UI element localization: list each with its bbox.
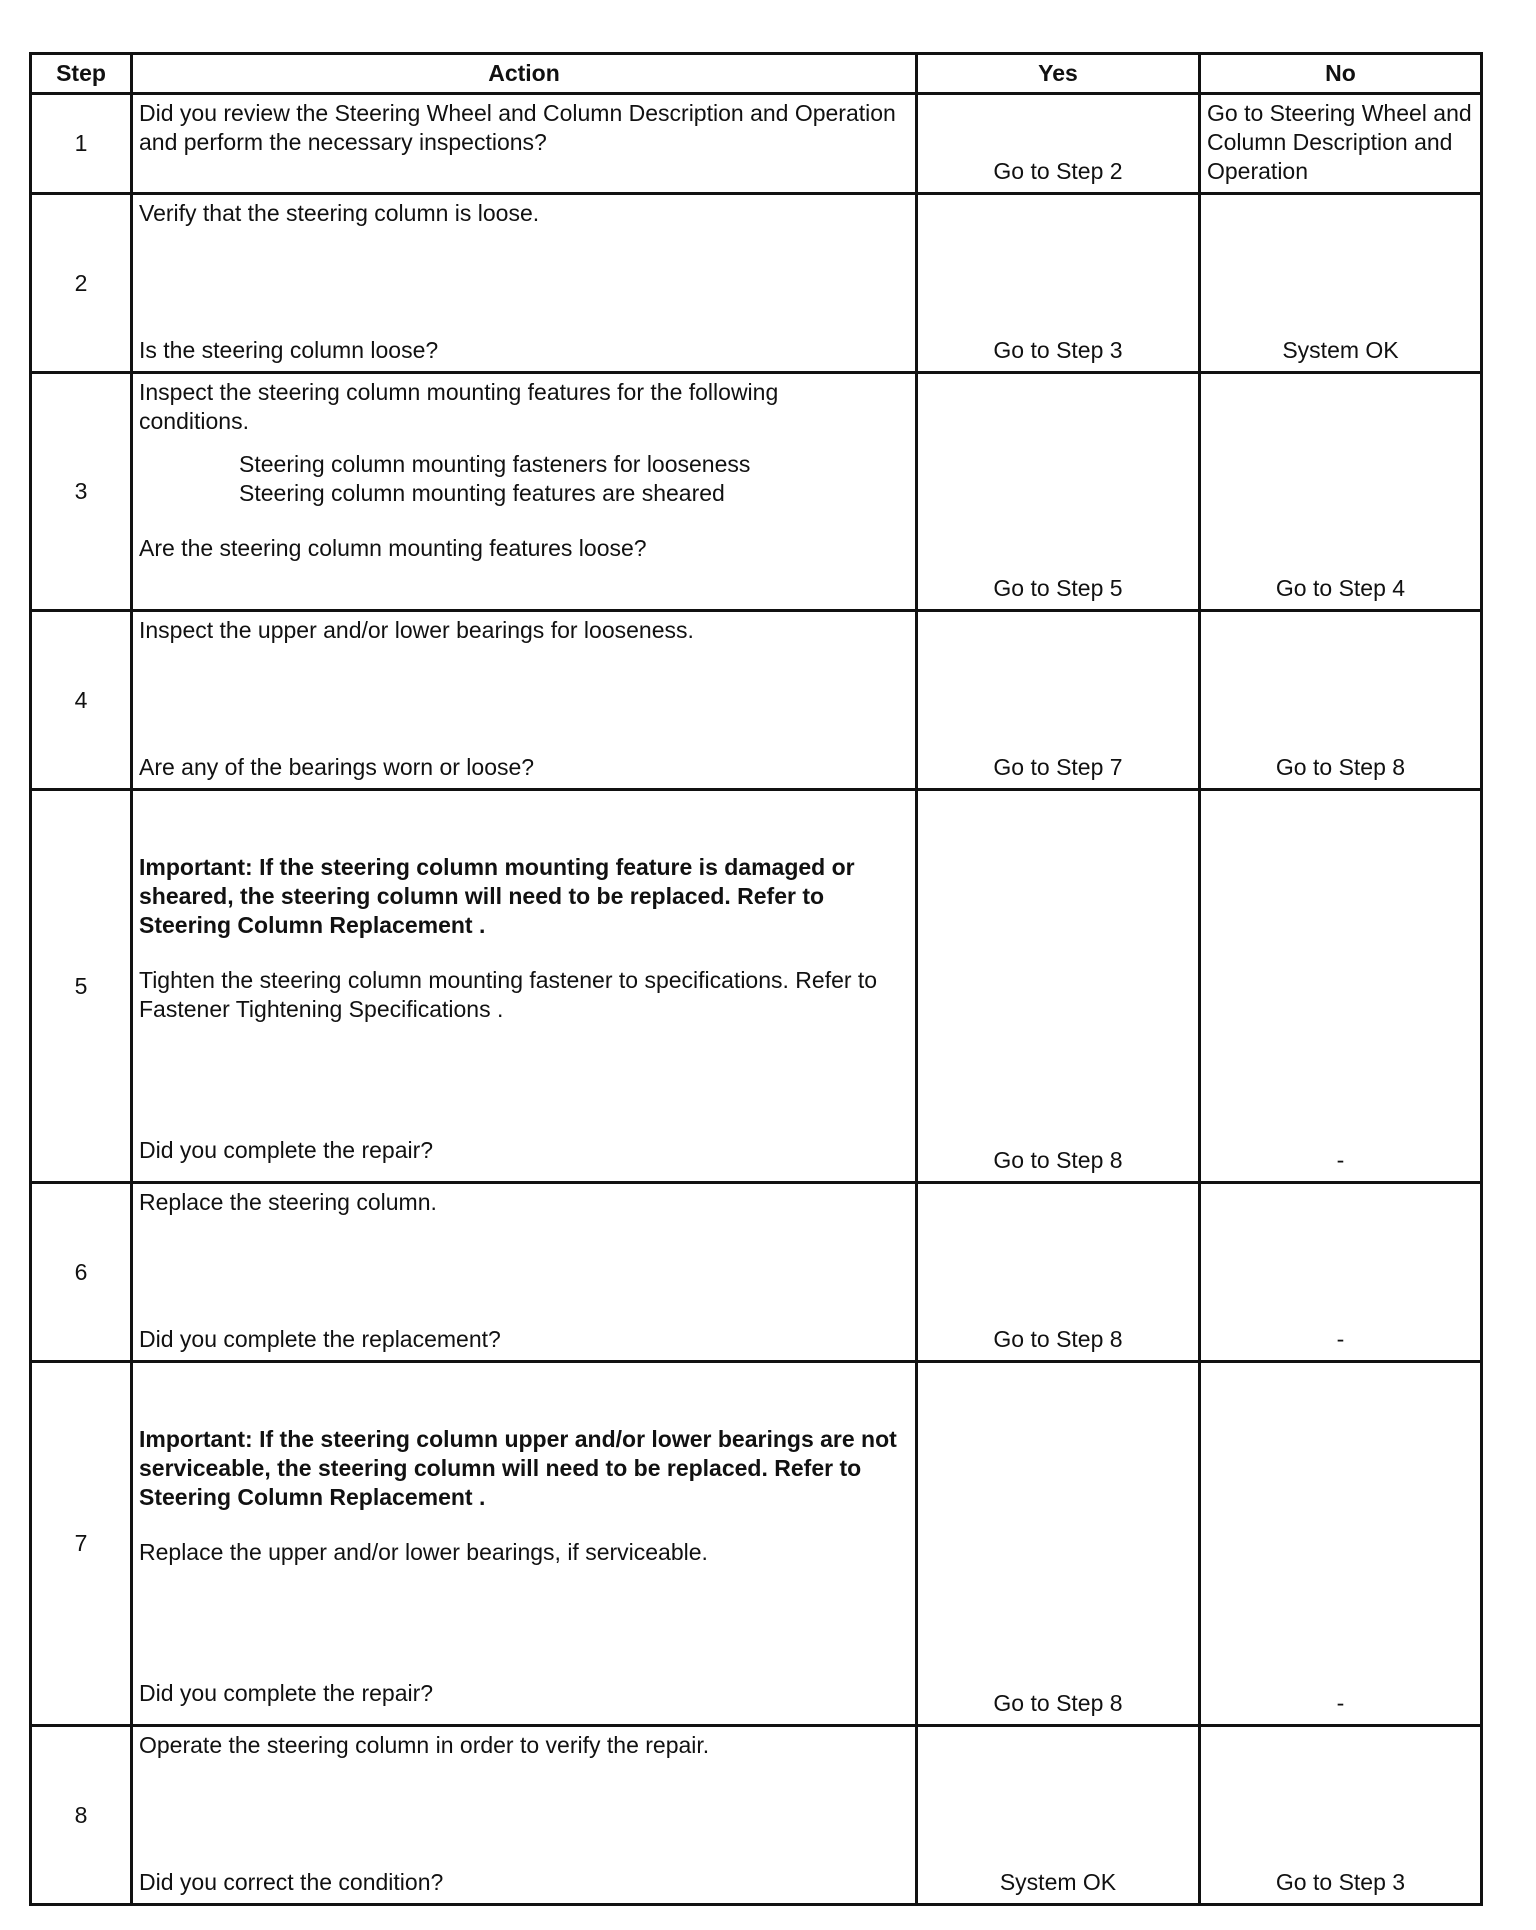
table-row [31, 194, 1482, 373]
no-cell: - [1200, 1362, 1482, 1726]
important-note: Important: If the steering column mounting feature is damaged or sheared, the steering column will need to be replaced. Refer to Steering Column Replacement . [139, 854, 855, 938]
yes-cell: Go to Step 5 [917, 373, 1200, 611]
condition-item: Steering column mounting fasteners for looseness [239, 451, 751, 477]
header-no: No [1200, 54, 1482, 94]
action-text: Inspect the upper and/or lower bearings for looseness. [139, 617, 694, 643]
condition-item: Steering column mounting features are sheared [239, 480, 725, 506]
yes-cell: Go to Step 7 [917, 611, 1200, 790]
table-row [31, 373, 1482, 611]
action-text: Tighten the steering column mounting fastener to specifications. Refer to Fastener Tightening Specifications . [139, 967, 878, 1022]
no-cell: Go to Step 4 [1200, 373, 1482, 611]
table-row [31, 1362, 1482, 1726]
header-yes: Yes [917, 54, 1200, 94]
yes-cell: Go to Step 3 [917, 194, 1200, 373]
question-text: Are the steering column mounting features loose? [139, 535, 647, 561]
action-cell [132, 611, 917, 790]
no-cell: - [1200, 790, 1482, 1183]
no-cell: Go to Step 3 [1200, 1726, 1482, 1905]
question-text: Is the steering column loose? [139, 337, 439, 363]
header-action: Action [132, 54, 917, 94]
question-text: Did you complete the repair? [139, 1680, 434, 1706]
question-text: Did you complete the replacement? [139, 1326, 501, 1352]
table-row [31, 611, 1482, 790]
important-note: Important: If the steering column upper and/or lower bearings are not serviceable, the steering column will need to be replaced. Refer to Steering Column Replacement . [139, 1426, 897, 1510]
table-row [31, 1726, 1482, 1905]
step-number: 3 [31, 373, 132, 611]
question-text: Are any of the bearings worn or loose? [139, 754, 535, 780]
question-text: Did you complete the repair? [139, 1137, 434, 1163]
action-text: Verify that the steering column is loose. [139, 200, 540, 226]
action-text: Did you review the Steering Wheel and Column Description and Operation and perform the necessary inspections? [139, 100, 896, 155]
yes-cell: Go to Step 8 [917, 1362, 1200, 1726]
diagnostic-table [29, 52, 1483, 1906]
action-text: Replace the steering column. [139, 1189, 437, 1215]
no-cell: Go to Steering Wheel and Column Description and Operation [1200, 94, 1482, 194]
action-cell [132, 1362, 917, 1726]
action-text: Inspect the steering column mounting features for the following conditions. [139, 379, 779, 434]
action-cell [132, 194, 917, 373]
no-cell: - [1200, 1183, 1482, 1362]
action-cell [132, 94, 917, 194]
no-cell: Go to Step 8 [1200, 611, 1482, 790]
step-number: 6 [31, 1183, 132, 1362]
yes-cell: System OK [917, 1726, 1200, 1905]
action-text: Operate the steering column in order to verify the repair. [139, 1732, 710, 1758]
step-number: 1 [31, 94, 132, 194]
step-number: 7 [31, 1362, 132, 1726]
no-cell: System OK [1200, 194, 1482, 373]
table-row [31, 94, 1482, 194]
yes-cell: Go to Step 2 [917, 94, 1200, 194]
step-number: 5 [31, 790, 132, 1183]
action-cell [132, 1726, 917, 1905]
action-cell [132, 1183, 917, 1362]
yes-cell: Go to Step 8 [917, 1183, 1200, 1362]
action-cell [132, 373, 917, 611]
table-row [31, 1183, 1482, 1362]
yes-cell: Go to Step 8 [917, 790, 1200, 1183]
header-row [31, 54, 1482, 94]
step-number: 4 [31, 611, 132, 790]
question-text: Did you correct the condition? [139, 1869, 444, 1895]
table-row [31, 790, 1482, 1183]
step-number: 8 [31, 1726, 132, 1905]
step-number: 2 [31, 194, 132, 373]
action-cell [132, 790, 917, 1183]
header-step: Step [31, 54, 132, 94]
action-text: Replace the upper and/or lower bearings, if serviceable. [139, 1539, 708, 1565]
